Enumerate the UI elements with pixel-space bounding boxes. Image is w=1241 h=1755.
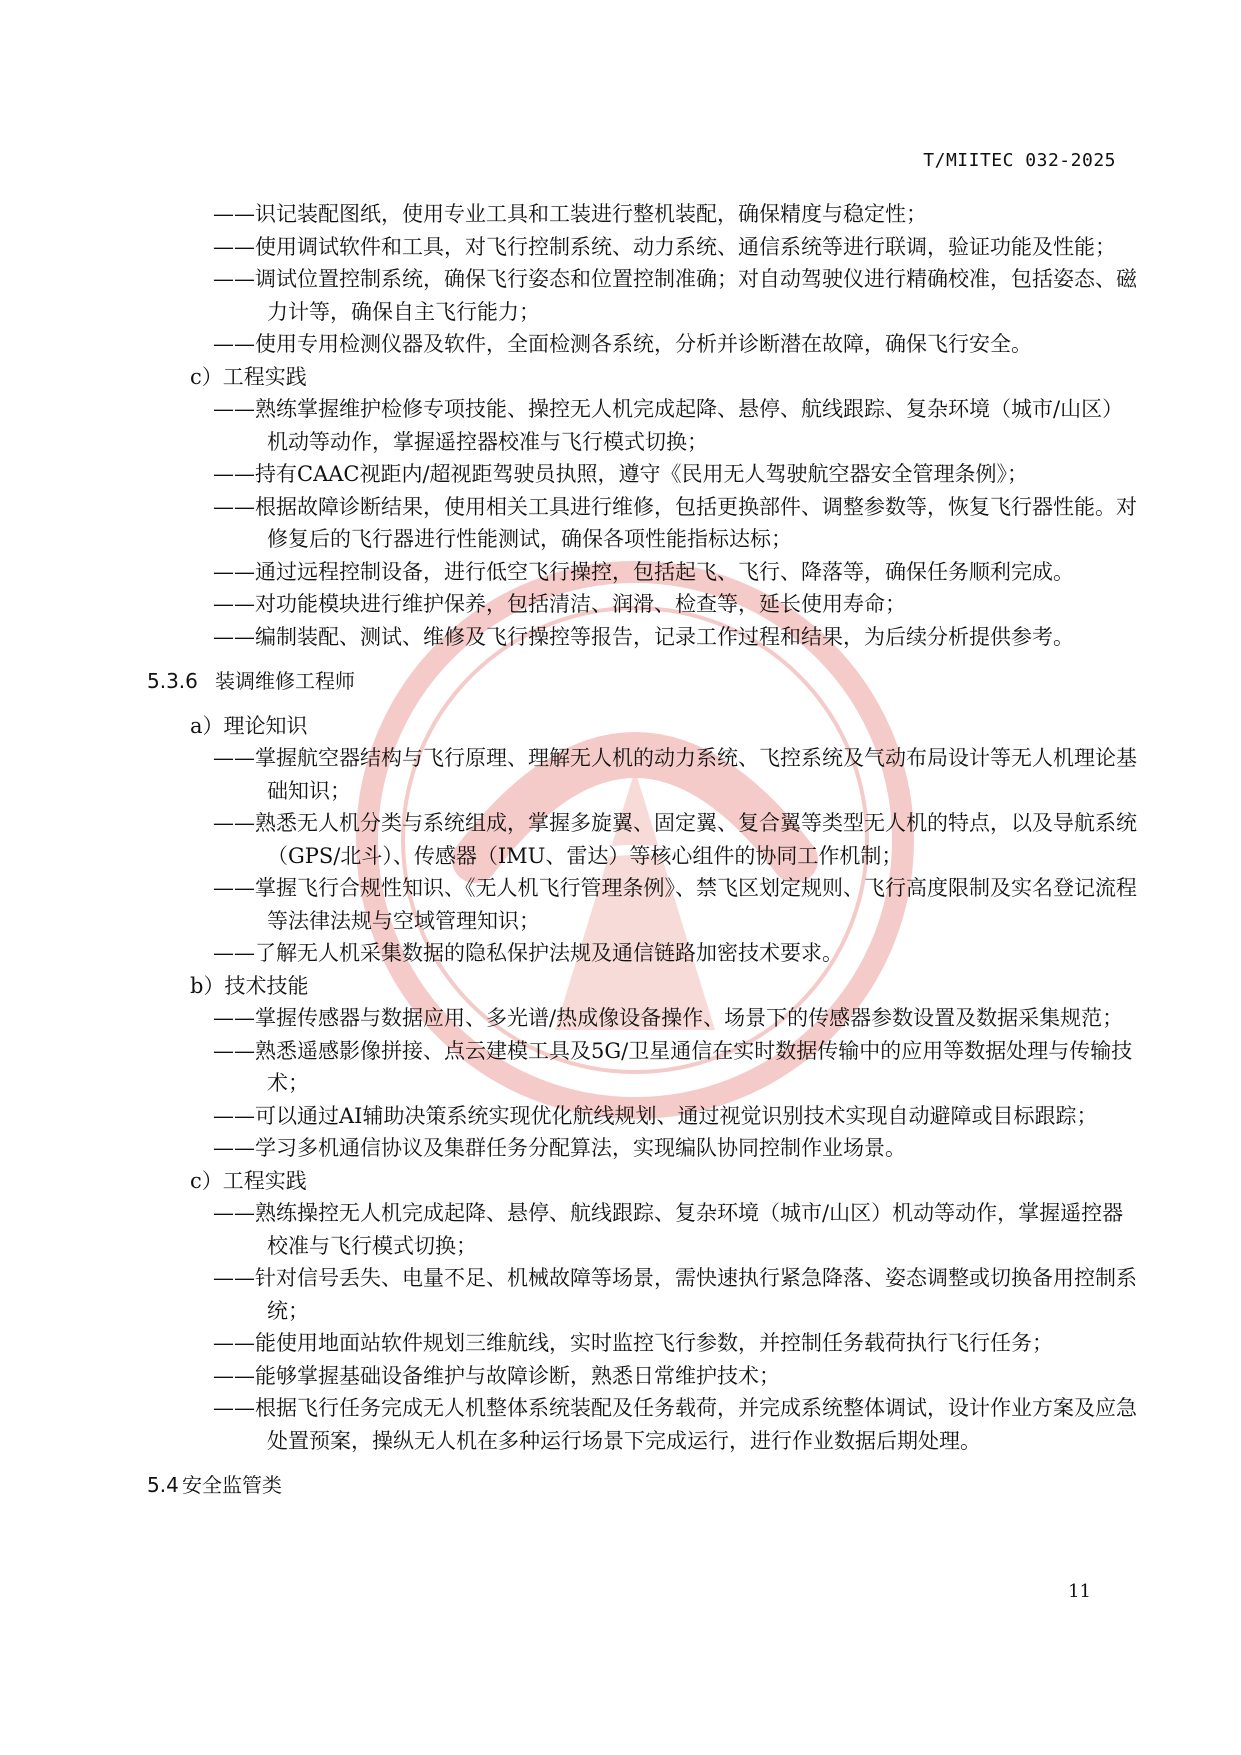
bullet-item: ——持有CAAC视距内/超视距驾驶员执照，遵守《民用无人驾驶航空器安全管理条例》； [213,462,1029,486]
bullet-item: ——能使用地面站软件规划三维航线，实时监控飞行参数，并控制任务载荷执行飞行任务； [213,1331,1053,1355]
bullet-item: ——可以通过AI辅助决策系统实现优化航线规划、通过视觉识别技术实现自动避障或目标跟踪； [213,1103,1098,1128]
bullet-item: ——熟悉遥感影像拼接、点云建模工具及5G/卫星通信在实时数据传输中的应用等数据处理与传输技术； [213,1038,1133,1095]
bullet-item: ——掌握航空器结构与飞行原理、理解无人机的动力系统、飞控系统及气动布局设计等无人机理论基础知识； [213,746,1137,803]
document-number: T/MIITEC 032-2025 [923,150,1116,171]
bullet-item: ——识记装配图纸，使用专业工具和工装进行整机装配，确保精度与稳定性； [213,202,927,226]
bullet-item: ——针对信号丢失、电量不足、机械故障等场景，需快速执行紧急降落、姿态调整或切换备用控制系统； [213,1266,1137,1323]
section-number: 5.3.6 [147,669,198,693]
section-title: 装调维修工程师 [215,669,355,693]
page-number: 11 [1068,1581,1091,1602]
document-body [147,198,1137,1514]
subsection-label: c）工程实践 [190,1168,307,1193]
bullet-item: ——了解无人机采集数据的隐私保护法规及通信链路加密技术要求。 [213,941,843,965]
bullet-item: ——掌握飞行合规性知识、《无人机飞行管理条例》、禁飞区划定规则、飞行高度限制及实名登记流程等法律法规与空域管理知识； [213,876,1137,933]
bullet-item: ——根据故障诊断结果，使用相关工具进行维修，包括更换部件、调整参数等，恢复飞行器性能。对修复后的飞行器进行性能测试，确保各项性能指标达标； [213,494,1137,551]
bullet-item: ——使用专用检测仪器及软件，全面检测各系统，分析并诊断潜在故障，确保飞行安全。 [213,332,1032,356]
bullet-item: ——掌握传感器与数据应用、多光谱/热成像设备操作、场景下的传感器参数设置及数据采集规范； [213,1006,1124,1030]
bullet-item: ——熟悉无人机分类与系统组成，掌握多旋翼、固定翼、复合翼等类型无人机的特点，以及导航系统（GPS/北斗）、传感器（IMU、雷达）等核心组件的协同工作机制； [213,811,1137,868]
section-heading [147,665,1137,698]
bullet-item: ——调试位置控制系统，确保飞行姿态和位置控制准确；对自动驾驶仪进行精确校准，包括姿态、磁力计等，确保自主飞行能力； [213,267,1137,324]
bullet-item: ——学习多机通信协议及集群任务分配算法，实现编队协同控制作业场景。 [213,1136,906,1160]
bullet-item: ——能够掌握基础设备维护与故障诊断，熟悉日常维护技术； [213,1363,780,1388]
subsection-label: a）理论知识 [190,713,308,738]
bullet-item: ——熟练操控无人机完成起降、悬停、航线跟踪、复杂环境（城市/山区）机动等动作，掌握遥控器校准与飞行模式切换； [213,1201,1124,1258]
section-heading [147,1469,1137,1502]
bullet-item: ——通过远程控制设备，进行低空飞行操控，包括起飞、飞行、降落等，确保任务顺利完成。 [213,559,1074,584]
section-title: 安全监管类 [182,1473,282,1497]
bullet-item: ——根据飞行任务完成无人机整体系统装配及任务载荷，并完成系统整体调试，设计作业方案及应急处置预案，操纵无人机在多种运行场景下完成运行，进行作业数据后期处理。 [213,1396,1137,1453]
subsection-label: b）技术技能 [190,973,309,998]
bullet-item: ——熟练掌握维护检修专项技能、操控无人机完成起降、悬停、航线跟踪、复杂环境（城市/山区）机动等动作，掌握遥控器校准与飞行模式切换； [213,397,1124,454]
bullet-item: ——对功能模块进行维护保养，包括清洁、润滑、检查等，延长使用寿命； [213,592,906,616]
bullet-item: ——编制装配、测试、维修及飞行操控等报告，记录工作过程和结果，为后续分析提供参考。 [213,624,1074,649]
subsection-label: c）工程实践 [190,364,307,389]
bullet-item: ——使用调试软件和工具，对飞行控制系统、动力系统、通信系统等进行联调，验证功能及性能； [213,234,1116,259]
section-number: 5.4 [147,1473,179,1497]
